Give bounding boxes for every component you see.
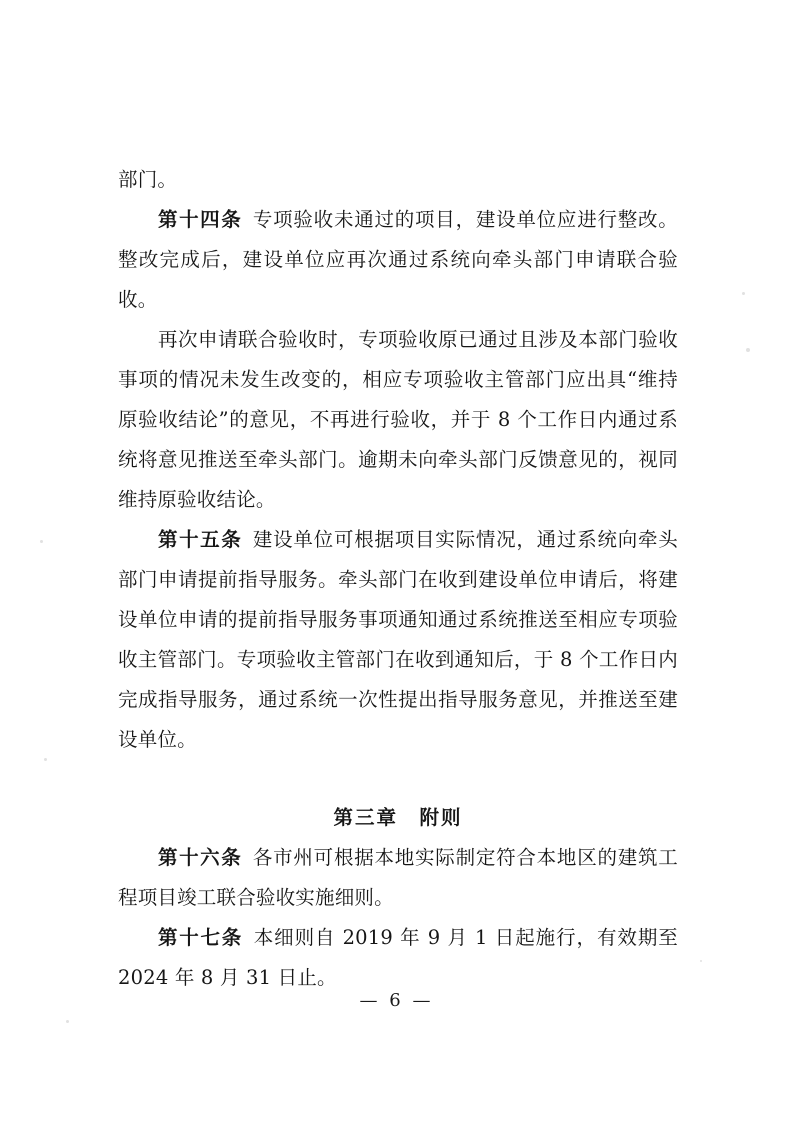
paragraph-text: 再次申请联合验收时，专项验收原已通过且涉及本部门验收事项的情况未发生改变的，相应专项验收主管部门应出具“维持原验收结论”的意见，不再进行验收，并于 8 个工作日内通过系统将意见推送至牵头部门。逾期未向牵头部门反馈意见的，视同维持原验收结论。 [118,328,678,511]
page-number: — 6 — [359,990,434,1011]
paper-speck [66,1020,69,1023]
paragraph-article-17 [118,918,678,998]
paragraph-text: 各市州可根据本地实际制定符合本地区的建筑工程项目竣工联合验收实施细则。 [118,846,678,909]
document-body [118,160,678,998]
paper-speck [44,758,47,761]
paragraph-article-14-continued [118,320,678,520]
paragraph-continued [118,160,678,200]
section-spacer [118,760,678,798]
paragraph-article-15 [118,520,678,760]
article-label: 第十五条 [158,528,243,551]
paragraph-text: 部门。 [118,168,178,191]
article-label: 第十四条 [158,208,243,231]
chapter-heading: 第三章 附则 [333,806,463,829]
paragraph-article-16 [118,838,678,918]
paragraph-text: 专项验收未通过的项目，建设单位应进行整改。整改完成后，建设单位应再次通过系统向牵头部门申请联合验收。 [118,208,678,311]
article-label: 第十七条 [158,926,243,949]
paragraph-text: 本细则自 2019 年 9 月 1 日起施行，有效期至 2024 年 8 月 31 日止。 [118,926,678,989]
paper-speck [700,960,702,962]
paragraph-text: 建设单位可根据项目实际情况，通过系统向牵头部门申请提前指导服务。牵头部门在收到建设单位申请后，将建设单位申请的提前指导服务事项通知通过系统推送至相应专项验收主管部门。专项验收主管部门在收到通知后，于 8 个工作日内完成指导服务，通过系统一次性提出指导服务意见，并推送至建设单位。 [118,528,678,751]
paper-speck [40,540,43,543]
article-label: 第十六条 [158,846,243,869]
paper-speck [746,348,750,352]
paragraph-article-14 [118,200,678,320]
paper-speck [742,292,745,295]
